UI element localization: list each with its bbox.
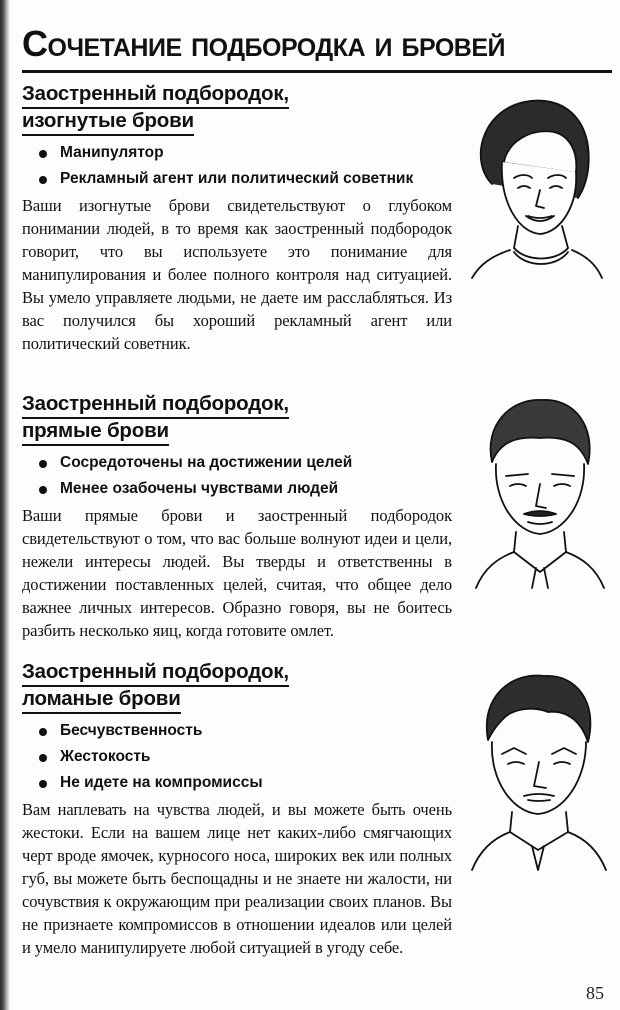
bullet-list xyxy=(22,720,452,794)
section-heading xyxy=(22,82,452,136)
section-curved-brows xyxy=(22,82,452,355)
section-text: Вам наплевать на чувства людей, и вы можете быть очень жестоки. Если на вашем лице нет каких-либо смягчающих черт вроде ямочек, курносого носа, широких век или полных губ, вы можете быть беспощадны и не знаете ни жалости, ни сочувствия к окружающим при реализации своих планов. Вы не признаете компромиссов в отношении идеалов или целей и умело манипулируете любой ситуацией в угоду себе. xyxy=(22,800,452,957)
section-straight-brows xyxy=(22,392,452,642)
section-heading xyxy=(22,392,452,446)
section-heading-line1: Заостренный подбородок, xyxy=(22,392,289,419)
bullet-item: Бесчувственность xyxy=(36,720,452,742)
bullet-item: Менее озабочены чувствами людей xyxy=(36,478,452,500)
section-heading-line2: ломаные брови xyxy=(22,687,181,714)
bullet-item: Не идете на компромиссы xyxy=(36,772,452,794)
page-title: Сочетание подбородка и бровей xyxy=(22,23,505,64)
book-spine-shadow xyxy=(0,0,10,1010)
section-heading-line1: Заостренный подбородок, xyxy=(22,660,289,687)
bullet-item: Манипулятор xyxy=(36,142,452,164)
section-broken-brows xyxy=(22,660,452,959)
woman-portrait-icon xyxy=(462,92,610,280)
bullet-item: Рекламный агент или политический советник xyxy=(36,168,452,190)
bullet-list xyxy=(22,142,452,190)
section-heading-line2: прямые брови xyxy=(22,419,169,446)
man-tie-portrait-icon xyxy=(468,666,610,872)
page-number: 85 xyxy=(586,983,604,1003)
bullet-list xyxy=(22,452,452,500)
bullet-item: Жестокость xyxy=(36,746,452,768)
section-text: Ваши прямые брови и заостренный подбородок свидетельствуют о том, что вас больше волнуют идеи и цели, нежели интересы людей. Вы тверды и ответственны в достижении поставленных целей, считая, что общее дело важнее личных интересов. Образно говоря, вы не боитесь разбить несколько яиц, когда готовите омлет. xyxy=(22,506,452,640)
title-rule xyxy=(22,70,612,73)
man-mustache-portrait-icon xyxy=(470,392,610,592)
section-heading-line2: изогнутые брови xyxy=(22,109,194,136)
section-text: Ваши изогнутые брови свидетельствуют о глубоком понимании людей, в то время как заостренный подбородок говорит, что вы используете это понимание для манипулирования и более полного контроля над ситуацией. Вы умело управляете людьми, не даете им расслабляться. Из вас получился бы хороший рекламный агент или политический советник. xyxy=(22,196,452,353)
section-heading xyxy=(22,660,452,714)
bullet-item: Сосредоточены на достижении целей xyxy=(36,452,452,474)
section-heading-line1: Заостренный подбородок, xyxy=(22,82,289,109)
